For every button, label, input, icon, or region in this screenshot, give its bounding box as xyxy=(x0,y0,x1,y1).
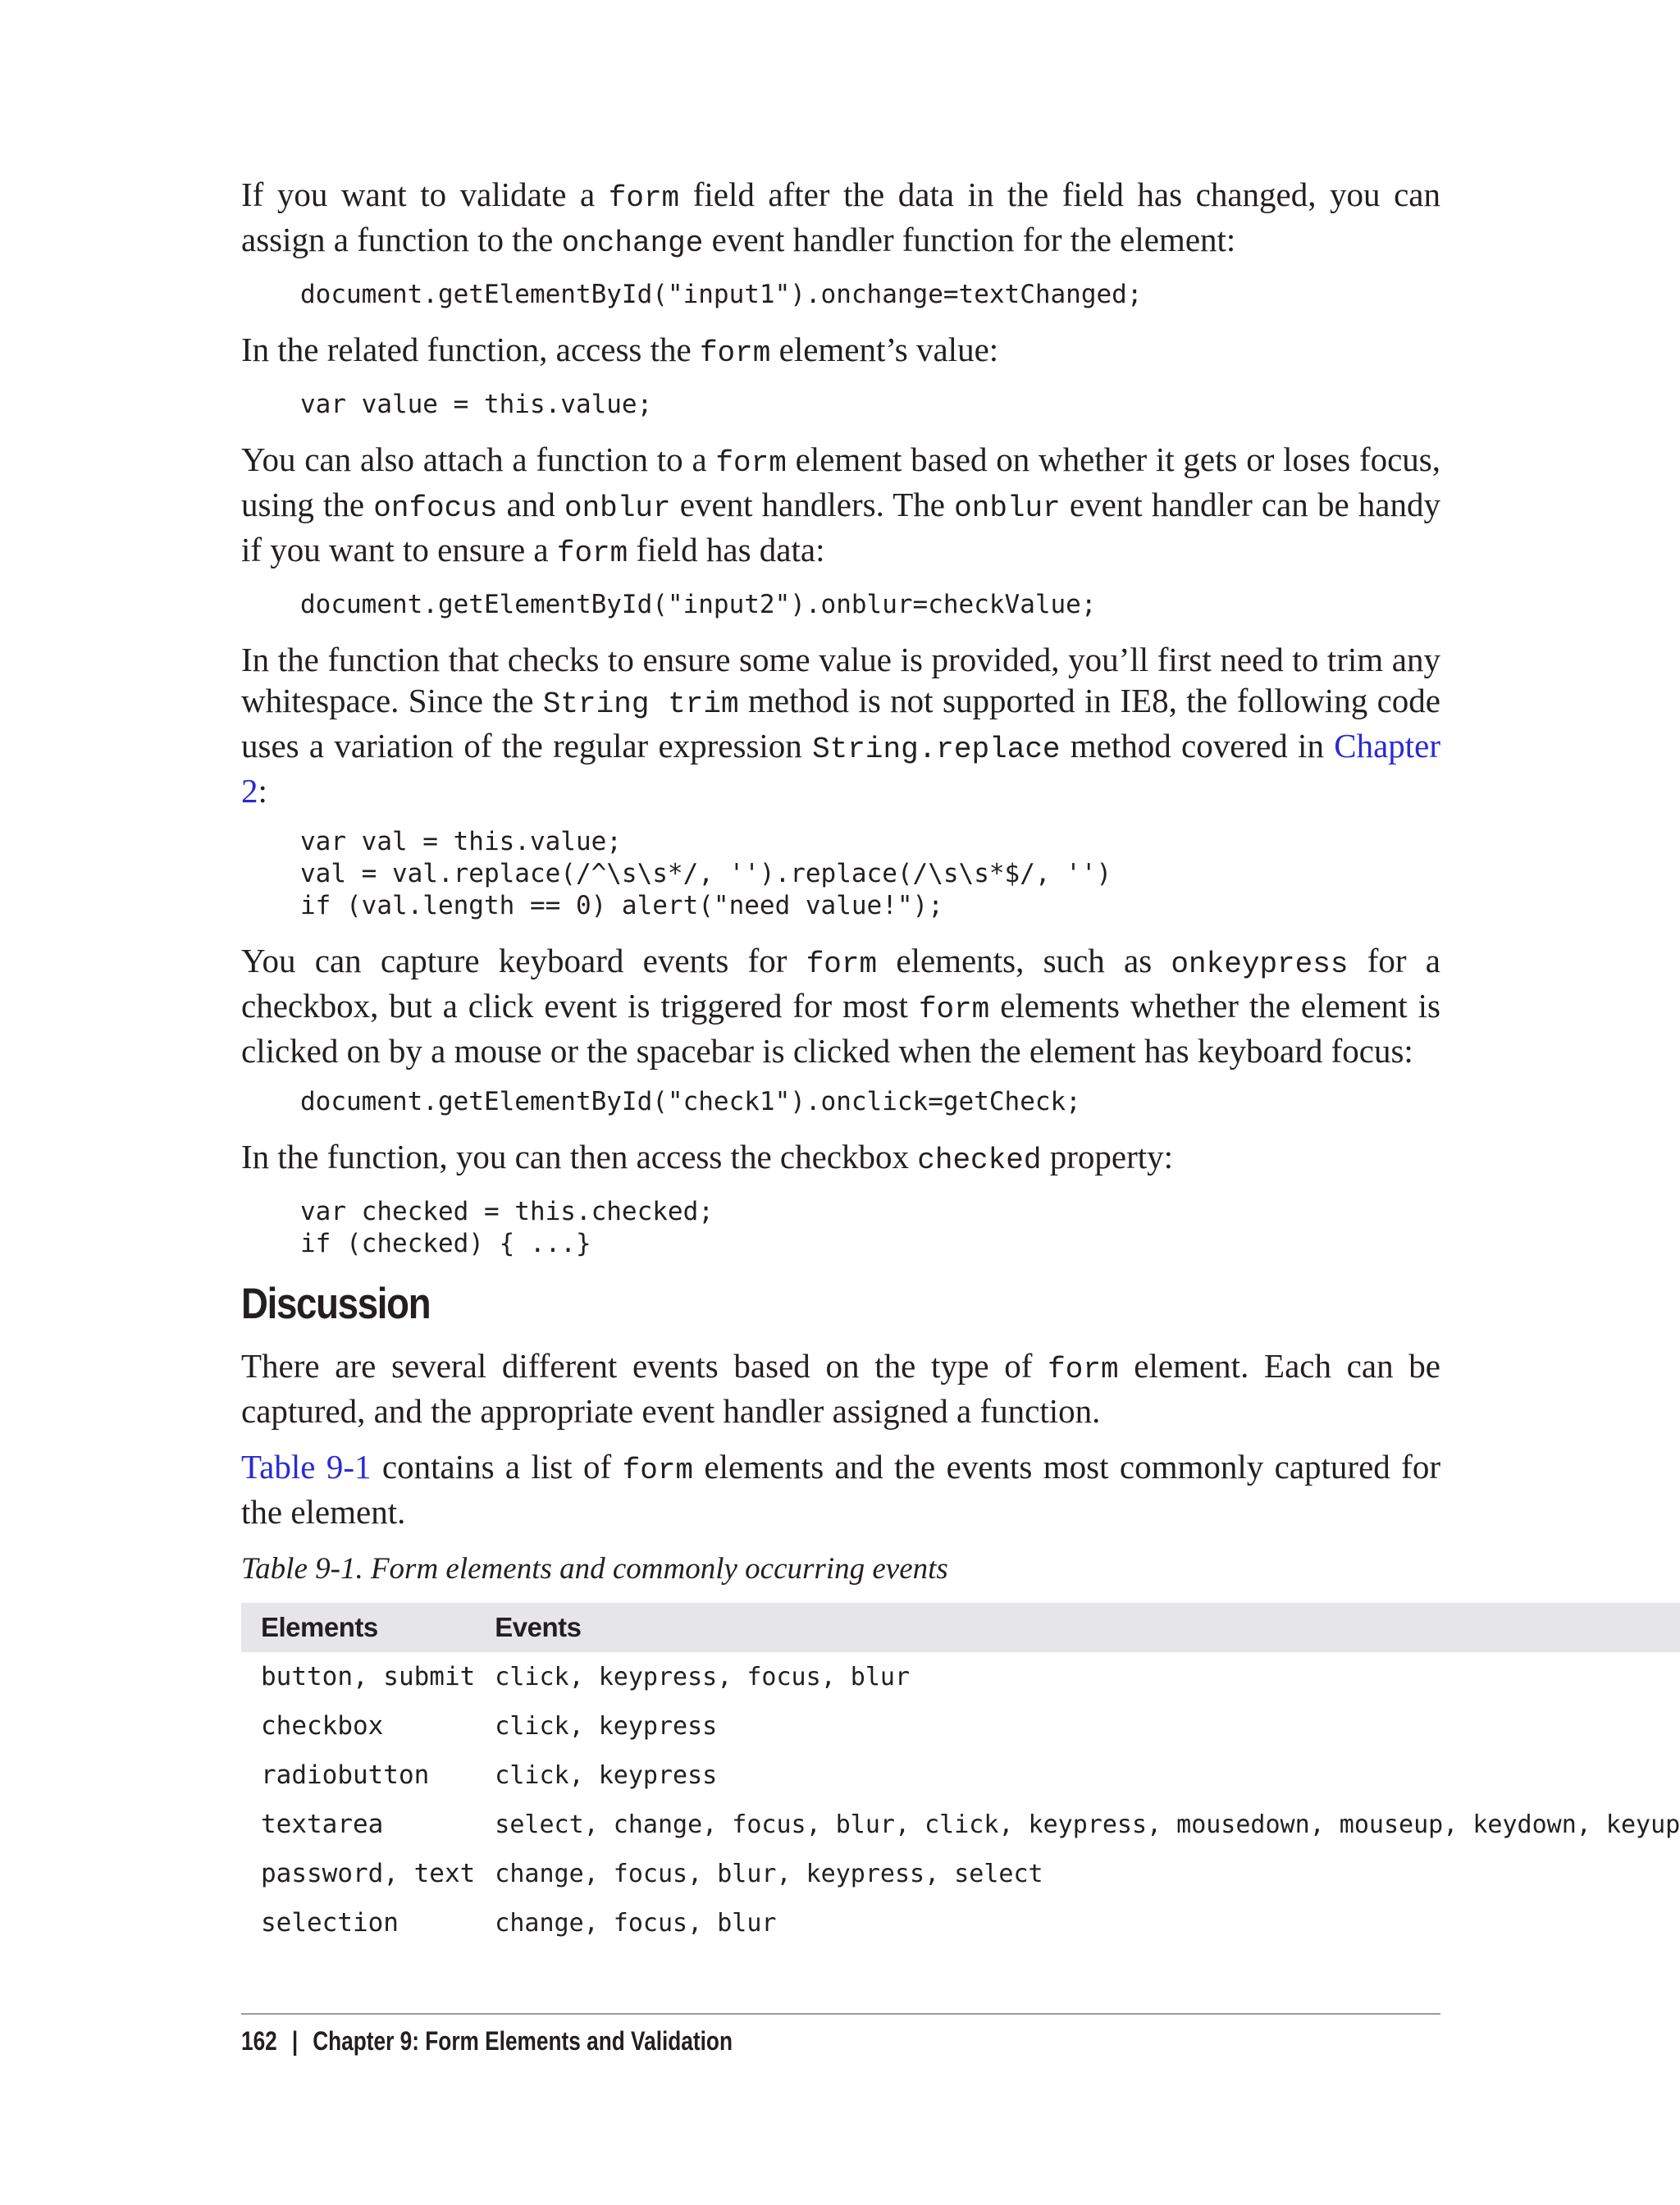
text: There are several different events based on the type of xyxy=(241,1347,1048,1385)
cell-element: selection xyxy=(261,1908,399,1938)
paragraph xyxy=(241,439,1440,574)
cell-element: textarea xyxy=(261,1810,384,1839)
code-block: var checked = this.checked; if (checked) { ...} xyxy=(300,1197,714,1258)
table-row xyxy=(241,1800,1680,1849)
text: elements, such as xyxy=(877,942,1171,979)
inline-code: form xyxy=(918,993,990,1026)
table-row xyxy=(241,1898,1680,1947)
text: for a checkbox, but a click event is triggered for most xyxy=(241,942,1440,1025)
text: In the function that checks to ensure some value is provided, you’ll first need to trim any whitespace. Since the xyxy=(241,641,1440,719)
code-block: var value = this.value; xyxy=(300,390,653,419)
inline-code: String.replace xyxy=(812,733,1061,766)
text: event handlers. The xyxy=(670,486,955,523)
page-content xyxy=(241,174,1680,1947)
inline-code: form xyxy=(715,446,787,480)
cell-events: click, keypress xyxy=(495,1711,718,1741)
paragraph xyxy=(241,1136,1440,1181)
text: event handler can be handy if you want to ensure a xyxy=(241,486,1441,568)
text: In the related function, access the xyxy=(241,331,700,368)
text: method covered in xyxy=(1060,727,1335,765)
table-row xyxy=(241,1751,1680,1800)
cell-element: password, text xyxy=(261,1859,476,1888)
text: contains a list of xyxy=(371,1448,623,1486)
column-header-events: Events xyxy=(475,1603,1680,1652)
text: property: xyxy=(1041,1138,1174,1176)
code-block: document.getElementById("input1").onchange=textChanged; xyxy=(300,280,1143,309)
table-row xyxy=(241,1701,1680,1751)
text: element’s value: xyxy=(770,331,999,368)
cell-element: button, submit xyxy=(261,1662,476,1691)
code-block: document.getElementById("check1").onclick=getCheck; xyxy=(300,1087,1081,1116)
text: elements whether the element is clicked on by a mouse or the spacebar is clicked when the element has keyboard focus: xyxy=(241,987,1440,1070)
inline-code: form xyxy=(622,1454,694,1487)
cell-element: radiobutton xyxy=(261,1760,430,1790)
text: elements and the events most commonly captured for the element. xyxy=(241,1448,1440,1531)
text: field after the data in the field has changed, you can assign a function to the xyxy=(241,176,1440,258)
text: field has data: xyxy=(628,531,825,568)
cell-events: select, change, focus, blur, click, keypress, mousedown, mouseup, keydown, keyup xyxy=(495,1810,1680,1839)
cell-events: click, keypress xyxy=(495,1760,718,1790)
events-table xyxy=(241,1603,1680,1947)
cell-events: click, keypress, focus, blur xyxy=(495,1662,911,1691)
inline-code: onchange xyxy=(561,226,704,260)
chapter-title: Chapter 9: Form Elements and Validation xyxy=(313,2026,733,2056)
inline-code: onkeypress xyxy=(1171,947,1349,981)
inline-code: form xyxy=(699,336,771,370)
text: : xyxy=(258,772,267,810)
cell-events: change, focus, blur xyxy=(495,1908,777,1938)
inline-code: form xyxy=(1048,1353,1119,1386)
text: You can capture keyboard events for xyxy=(241,942,806,979)
inline-code: onblur xyxy=(954,491,1061,525)
text: event handler function for the element: xyxy=(703,221,1236,258)
page-footer xyxy=(241,2023,733,2059)
cell-element: checkbox xyxy=(261,1711,384,1741)
page-number: 162 xyxy=(241,2026,277,2056)
inline-code: checked xyxy=(917,1144,1042,1177)
text: You can also attach a function to a xyxy=(241,441,716,478)
section-heading: Discussion xyxy=(241,1280,431,1328)
paragraph xyxy=(241,1446,1440,1532)
text: element. Each can be captured, and the appropriate event handler assigned a function. xyxy=(241,1347,1440,1430)
paragraph xyxy=(241,329,1440,374)
text: In the function, you can then access the checkbox xyxy=(241,1138,918,1176)
table-link[interactable]: Table 9-1 xyxy=(241,1448,372,1486)
text: method is not supported in IE8, the following code uses a variation of the regular expression xyxy=(241,682,1440,765)
paragraph xyxy=(241,1345,1440,1431)
code-block: var val = this.value; val = val.replace(/^\s\s*/, '').replace(/\s\s*$/, '') if (val.length == 0) alert("need value!"); xyxy=(300,827,1112,920)
table-caption: Table 9-1. Form elements and commonly occurring events xyxy=(241,1552,948,1586)
paragraph xyxy=(241,174,1440,264)
paragraph xyxy=(241,940,1440,1071)
cell-events: change, focus, blur, keypress, select xyxy=(495,1859,1043,1888)
footer-divider xyxy=(241,2013,1440,2015)
footer-separator: | xyxy=(291,2026,299,2056)
inline-code: onblur xyxy=(564,491,671,525)
table-row xyxy=(241,1652,1680,1701)
inline-code: onfocus xyxy=(373,491,498,525)
inline-code: form xyxy=(556,536,628,570)
table-header-row xyxy=(241,1603,1680,1652)
chapter-link[interactable]: Chapter 2 xyxy=(241,727,1441,810)
inline-code: String trim xyxy=(542,687,739,721)
inline-code: form xyxy=(806,947,878,981)
paragraph xyxy=(241,639,1440,811)
text: If you want to validate a xyxy=(241,176,609,213)
text: element based on whether it gets or loses focus, using the xyxy=(241,441,1440,523)
column-header-elements: Elements xyxy=(241,1603,475,1652)
code-block: document.getElementById("input2").onblur=checkValue; xyxy=(300,590,1097,619)
table-row xyxy=(241,1849,1680,1898)
inline-code: form xyxy=(608,181,680,215)
text: and xyxy=(497,486,564,523)
